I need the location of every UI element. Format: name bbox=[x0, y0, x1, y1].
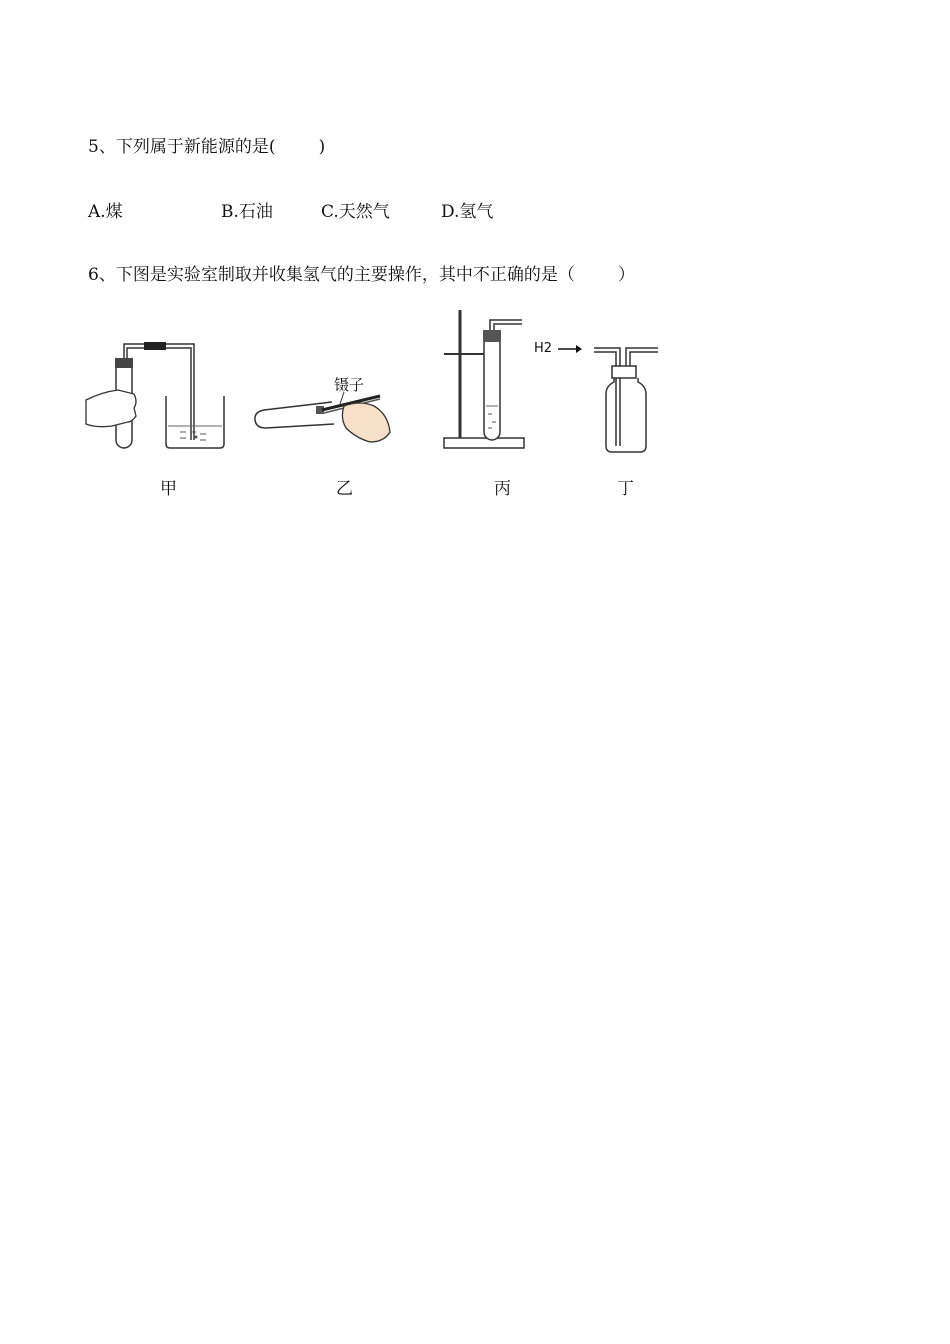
option-d[interactable]: D.氢气 bbox=[441, 202, 494, 222]
option-a[interactable]: A.煤 bbox=[88, 202, 123, 222]
question-5-stem: 5、下列属于新能源的是( ) bbox=[88, 137, 326, 157]
figure-caption-ding: 丁 bbox=[617, 479, 634, 499]
gas-collection-bottle-icon bbox=[534, 334, 664, 456]
airtightness-check-icon bbox=[82, 330, 232, 452]
option-b[interactable]: B.石油 bbox=[221, 202, 273, 222]
h2-label: H2 bbox=[534, 341, 553, 356]
question-6-stem: 6、下图是实验室制取并收集氢气的主要操作，其中不正确的是（ ） bbox=[88, 265, 636, 285]
option-c[interactable]: C.天然气 bbox=[321, 202, 390, 222]
hydrogen-generator-stand-icon bbox=[440, 306, 530, 454]
figure-caption-bing: 丙 bbox=[494, 479, 511, 499]
figure-caption-jia: 甲 bbox=[160, 479, 177, 499]
figure-caption-yi: 乙 bbox=[336, 479, 353, 499]
add-zinc-with-tweezers-icon bbox=[252, 372, 394, 452]
tweezers-label: 镊子 bbox=[334, 376, 365, 394]
